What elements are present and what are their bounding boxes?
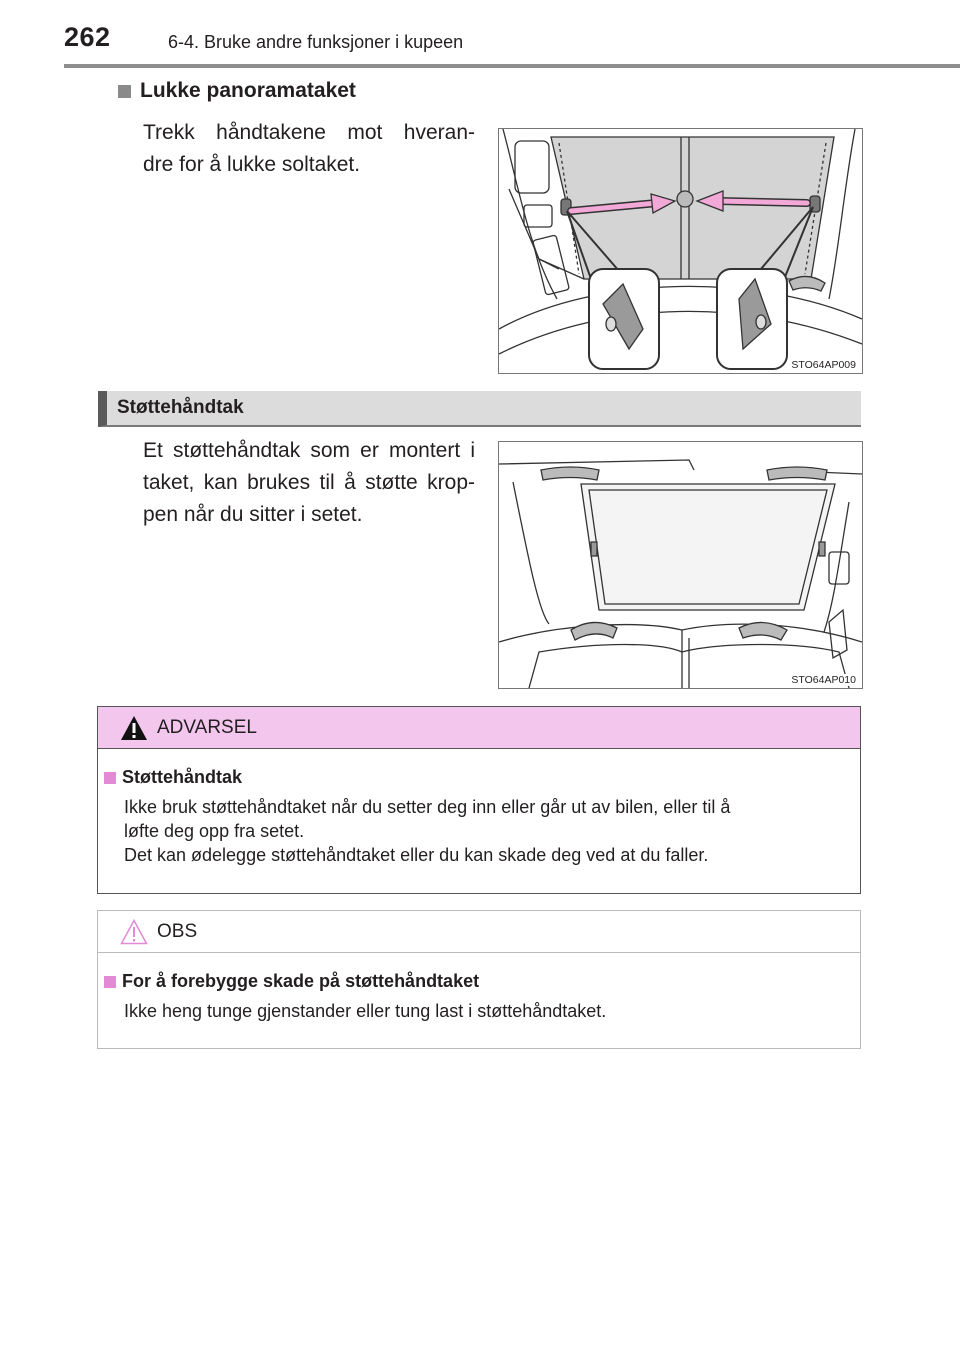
text-line: dre for å lukke soltaket. xyxy=(143,153,361,176)
notice-body xyxy=(124,999,844,1023)
page-header xyxy=(0,0,960,68)
text-line: Trekk håndtakene mot hveran- xyxy=(143,121,475,144)
warning-label: ADVARSEL xyxy=(157,717,257,738)
warning-triangle-icon xyxy=(120,715,148,741)
sunshade-handles-drawing xyxy=(499,129,862,373)
text-line: Det kan ødelegge støttehåndtaket eller du kan skade deg ved at du faller. xyxy=(124,845,709,865)
page-number: 262 xyxy=(64,22,111,52)
bullet-square-icon xyxy=(118,85,131,98)
text-line: taket, kan brukes til å støtte krop- xyxy=(143,471,475,494)
section-heading-bar xyxy=(98,391,861,427)
header-divider xyxy=(64,64,960,68)
text-line: Ikke heng tunge gjenstander eller tung last i støttehåndtaket. xyxy=(124,1001,607,1021)
figure-id: STO64AP010 xyxy=(791,674,856,686)
figure-id: STO64AP009 xyxy=(791,359,856,371)
notice-box xyxy=(97,910,861,1049)
caution-triangle-icon xyxy=(120,919,148,945)
warning-header xyxy=(98,707,860,749)
warning-box xyxy=(97,706,861,894)
warning-subheading xyxy=(104,767,242,788)
text-line: Et støttehåndtak som er montert i xyxy=(143,439,475,462)
notice-subheading-text: For å forebygge skade på støttehåndtaket xyxy=(122,971,480,991)
text-line: løfte deg opp fra setet. xyxy=(124,821,305,841)
chapter-title: 6-4. Bruke andre funksjoner i kupeen xyxy=(168,32,464,52)
grab-handle-illustration xyxy=(498,441,863,689)
notice-header xyxy=(98,911,860,953)
bullet-square-icon xyxy=(104,772,116,784)
notice-subheading xyxy=(104,971,479,992)
text-line: Ikke bruk støttehåndtaket når du setter deg inn eller går ut av bilen, eller til å xyxy=(124,797,731,817)
subheading-close-panorama-roof xyxy=(118,79,356,103)
grab-handle-description xyxy=(143,435,475,531)
panorama-roof-illustration xyxy=(498,128,863,374)
bullet-square-icon xyxy=(104,976,116,988)
subheading-text: Lukke panoramataket xyxy=(140,79,356,102)
warning-subheading-text: Støttehåndtak xyxy=(122,767,243,787)
warning-body xyxy=(124,795,844,867)
panorama-instruction xyxy=(143,117,475,181)
section-title: Støttehåndtak xyxy=(117,397,244,418)
text-line: pen når du sitter i setet. xyxy=(143,503,363,526)
notice-label: OBS xyxy=(157,921,198,942)
roof-grab-handles-drawing xyxy=(499,442,862,688)
